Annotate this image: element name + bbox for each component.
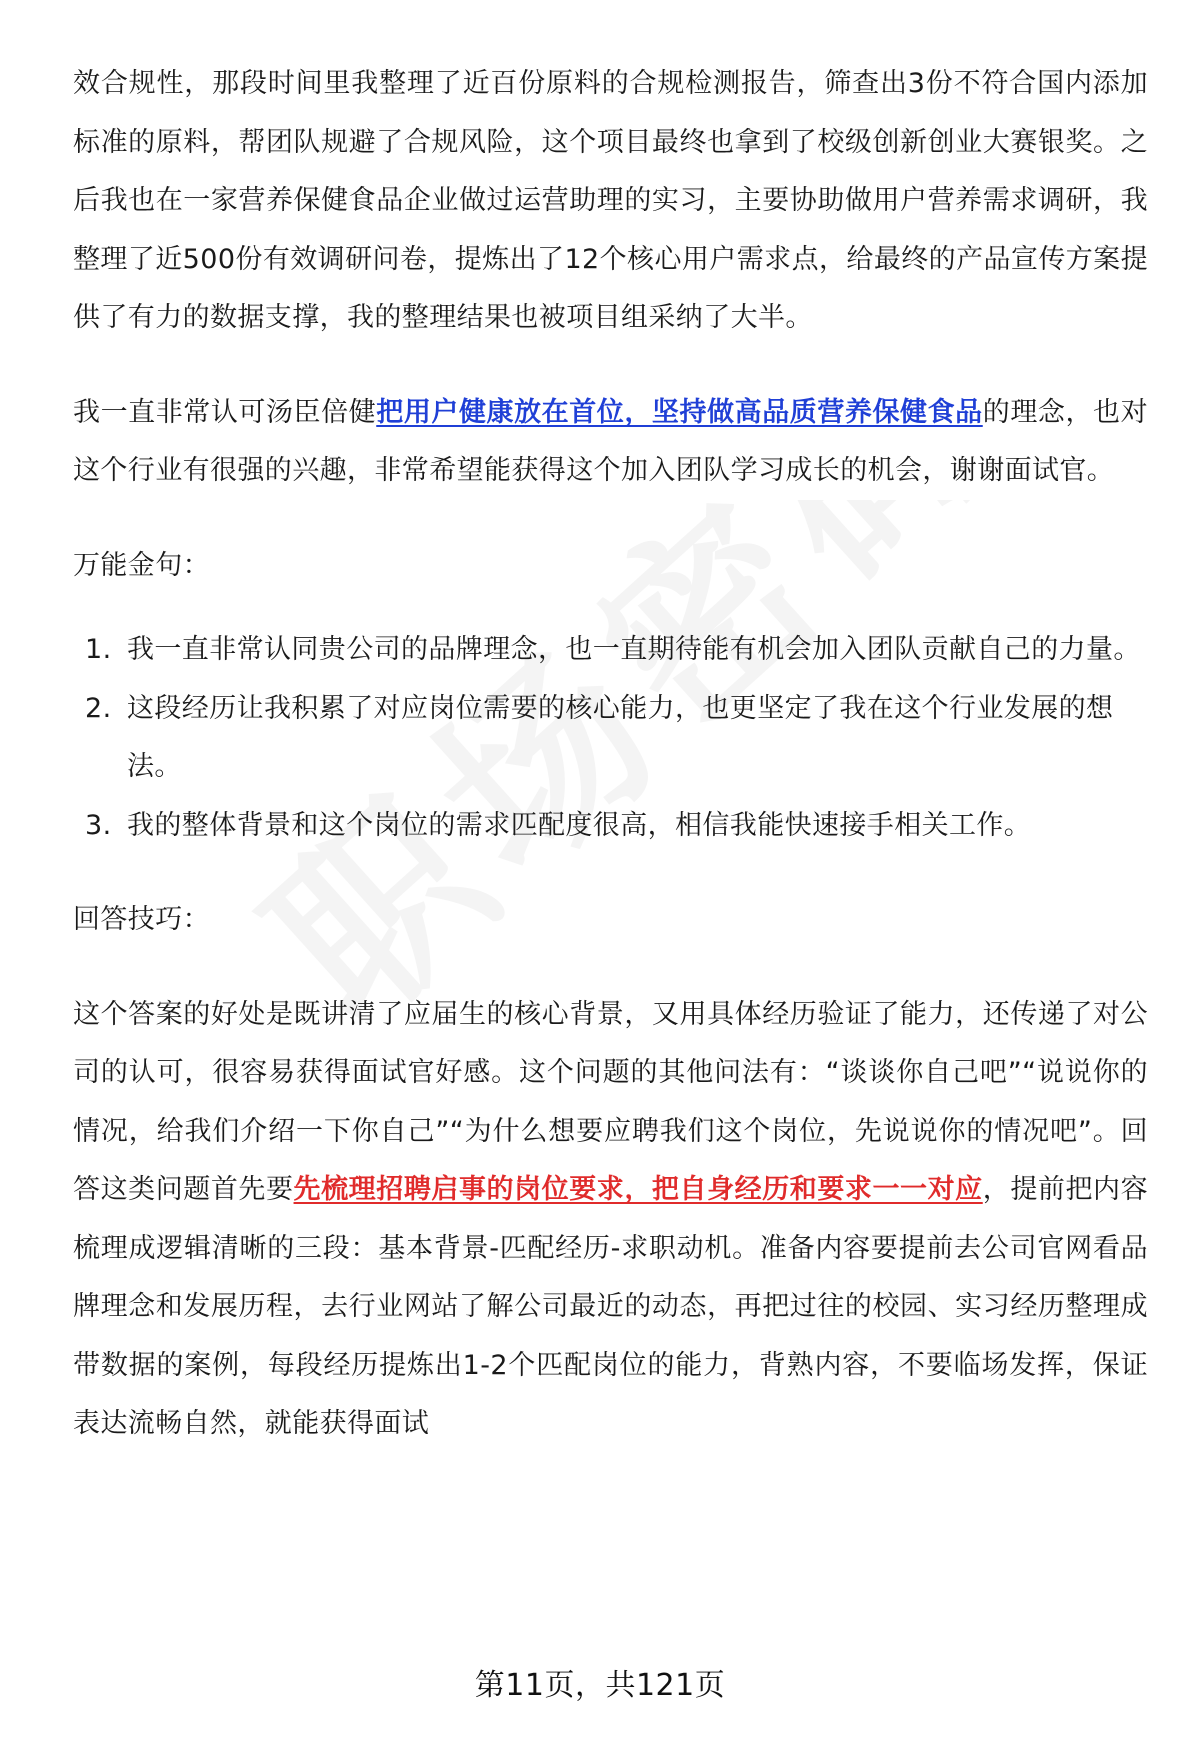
list-item-number: 2. xyxy=(85,692,112,724)
answer-tips-heading: 回答技巧： xyxy=(73,904,210,935)
tips-highlight: 先梳理招聘启事的岗位要求，把自身经历和要求一一对应 xyxy=(293,1174,983,1205)
paragraph-answer-tips xyxy=(73,986,1148,1454)
golden-sentences-heading: 万能金句： xyxy=(73,549,210,581)
page-footer: 第11页，共121页 xyxy=(474,1668,726,1703)
list-item-text: 这段经历让我积累了对应岗位需要的核心能力，也更坚定了我在这个行业发展的想法。 xyxy=(127,692,1114,782)
paragraph-closing xyxy=(73,384,1148,501)
golden-sentences-list xyxy=(73,621,1148,855)
closing-text-after: 的理念，也对这个行业有很强的兴趣，非常希望能获得这个加入团队学习成长的机会，谢谢面试官。 xyxy=(73,396,1148,486)
document-page xyxy=(73,55,1148,1454)
list-item-text: 我一直非常认同贵公司的品牌理念，也一直期待能有机会加入团队贡献自己的力量。 xyxy=(127,634,1141,665)
closing-highlight: 把用户健康放在首位，坚持做高品质营养保健食品 xyxy=(376,396,983,428)
list-item xyxy=(73,797,1148,856)
closing-text-before: 我一直非常认可汤臣倍健 xyxy=(73,396,377,428)
paragraph-experience: 效合规性，那段时间里我整理了近百份原料的合规检测报告，筛查出3份不符合国内添加标准的原料，帮团队规避了合规风险，这个项目最终也拿到了校级创新创业大赛银奖。之后我也在一家营养保健食品企业做过运营助理的实习，主要协助做用户营养需求调研，我整理了近500份有效调研问卷，提炼出了12个核心用户需求点，给最终的产品宣传方案提供了有力的数据支撑，我的整理结果也被项目组采纳了大半。 xyxy=(73,68,1148,333)
list-item-text: 我的整体背景和这个岗位的需求匹配度很高，相信我能快速接手相关工作。 xyxy=(127,809,1032,841)
tips-text-after: ，提前把内容梳理成逻辑清晰的三段：基本背景-匹配经历-求职动机。准备内容要提前去公司官网看品牌理念和发展历程，去行业网站了解公司最近的动态，再把过往的校园、实习经历整理成带数据的案例，每段经历提炼出1-2个匹配岗位的能力，背熟内容，不要临场发挥，保证表达流畅自然，就能获得面试 xyxy=(73,1174,1148,1439)
list-item-number: 1. xyxy=(85,634,112,665)
list-item xyxy=(73,621,1148,680)
tips-text-before: 这个答案的好处是既讲清了应届生的核心背景，又用具体经历验证了能力，还传递了对公司的认可，很容易获得面试官好感。这个问题的其他问法有：“谈谈你自己吧”“说说你的情况，给我们介绍一下你自己”“为什么想要应聘我们这个岗位，先说说你的情况吧”。回答这类问题首先要 xyxy=(73,998,1148,1205)
list-item xyxy=(73,680,1148,797)
list-item-number: 3. xyxy=(85,809,112,841)
